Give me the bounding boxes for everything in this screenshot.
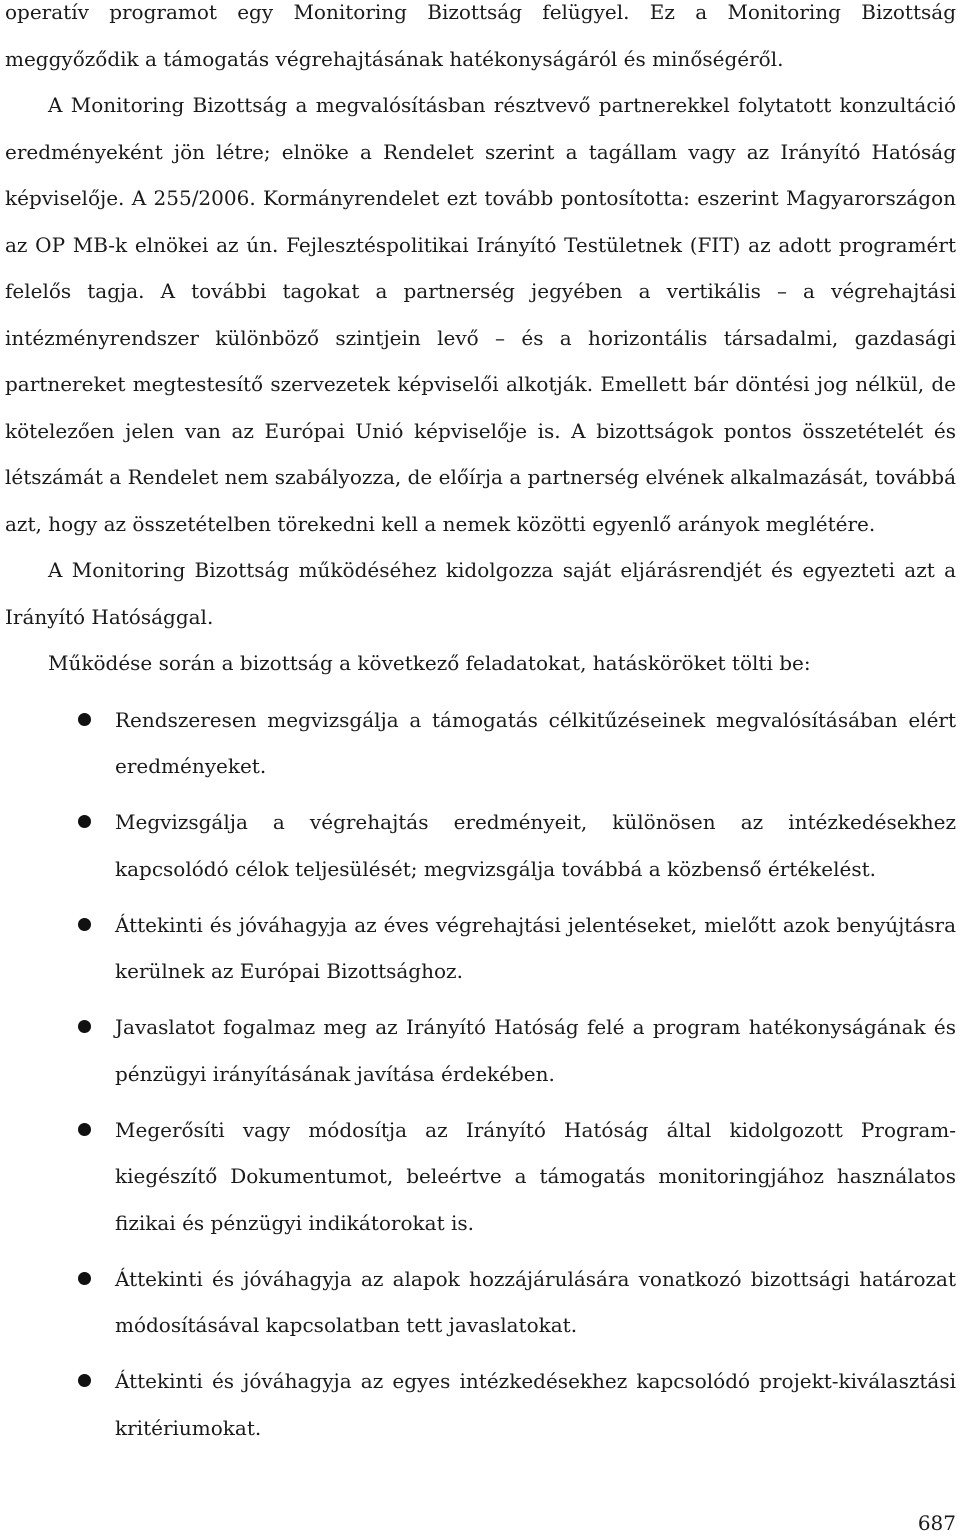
list-item	[5, 1004, 956, 1097]
paragraph-continuation: operatív programot egy Monitoring Bizottság felügyel. Ez a Monitoring Bizottság meggyőződik a támogatás végrehajtásának hatékonyságáról és minőségéről.	[5, 0, 956, 71]
list-item	[5, 1107, 956, 1247]
list-item-text: Áttekinti és jóváhagyja az alapok hozzájárulására vonatkozó bizottsági határozat módosításával kapcsolatban tett javaslatokat.	[115, 1266, 956, 1337]
paragraph-monitoring-committee: A Monitoring Bizottság a megvalósításban résztvevő partnerekkel folytatott konzultáció eredményeként jön létre; elnöke a Rendelet szerint a tagállam vagy az Irányító Hatóság képviselője. A 255/2006. Kormányrendelet ezt tovább pontosította: eszerint Magyarországon az OP MB-k elnökei az ún. Fejlesztéspolitikai Irányító Testületnek (FIT) az adott programért felelős tagja. A további tagokat a partnerség jegyében a vertikális – a végrehajtási intézményrendszer különböző szintjein levő – és a horizontális társadalmi, gazdasági partnereket megtestesítő szervezetek képviselői alkotják. Emellett bár döntési jog nélkül, de kötelezően jelen van az Európai Unió képviselője is. A bizottságok pontos összetételét és létszámát a Rendelet nem szabályozza, de előírja a partnerség elvének alkalmazását, továbbá azt, hogy az összetételben törekedni kell a nemek közötti egyenlő arányok meglétére.	[5, 93, 956, 536]
list-item-text: Áttekinti és jóváhagyja az egyes intézkedésekhez kapcsolódó projekt-kiválasztási kritériumokat.	[115, 1369, 956, 1440]
bullet-icon	[78, 918, 91, 931]
list-item	[5, 902, 956, 995]
paragraph-tasks-intro: Működése során a bizottság a következő feladatokat, hatásköröket tölti be:	[48, 651, 811, 675]
bullet-icon	[78, 1272, 91, 1285]
bullet-icon	[78, 1374, 91, 1387]
bullet-icon	[78, 1020, 91, 1033]
bullet-icon	[78, 713, 91, 726]
list-item	[5, 1358, 956, 1451]
bullet-icon	[78, 815, 91, 828]
list-item-text: Javaslatot fogalmaz meg az Irányító Hatóság felé a program hatékonyságának és pénzügyi irányításának javítása érdekében.	[115, 1015, 956, 1086]
list-item	[5, 799, 956, 892]
list-item-text: Megerősíti vagy módosítja az Irányító Hatóság által kidolgozott Program-kiegészítő Dokumentumot, beleértve a támogatás monitoringjához használatos fizikai és pénzügyi indikátorokat is.	[115, 1117, 956, 1235]
list-item	[5, 1256, 956, 1349]
bullet-icon	[78, 1123, 91, 1136]
paragraph-procedure: A Monitoring Bizottság működéséhez kidolgozza saját eljárásrendjét és egyezteti azt a Irányító Hatósággal.	[5, 558, 956, 629]
task-list	[5, 697, 956, 1452]
list-item-text: Megvizsgálja a végrehajtás eredményeit, különösen az intézkedésekhez kapcsolódó célok teljesülését; megvizsgálja továbbá a közbenső értékelést.	[115, 810, 956, 881]
list-item-text: Áttekinti és jóváhagyja az éves végrehajtási jelentéseket, mielőtt azok benyújtásra kerülnek az Európai Bizottsághoz.	[115, 912, 956, 983]
list-item-text: Rendszeresen megvizsgálja a támogatás célkitűzéseinek megvalósításában elért eredményeket.	[115, 707, 956, 778]
document-page	[5, 0, 956, 1461]
page-number: 687	[917, 1511, 956, 1535]
list-item	[5, 697, 956, 790]
